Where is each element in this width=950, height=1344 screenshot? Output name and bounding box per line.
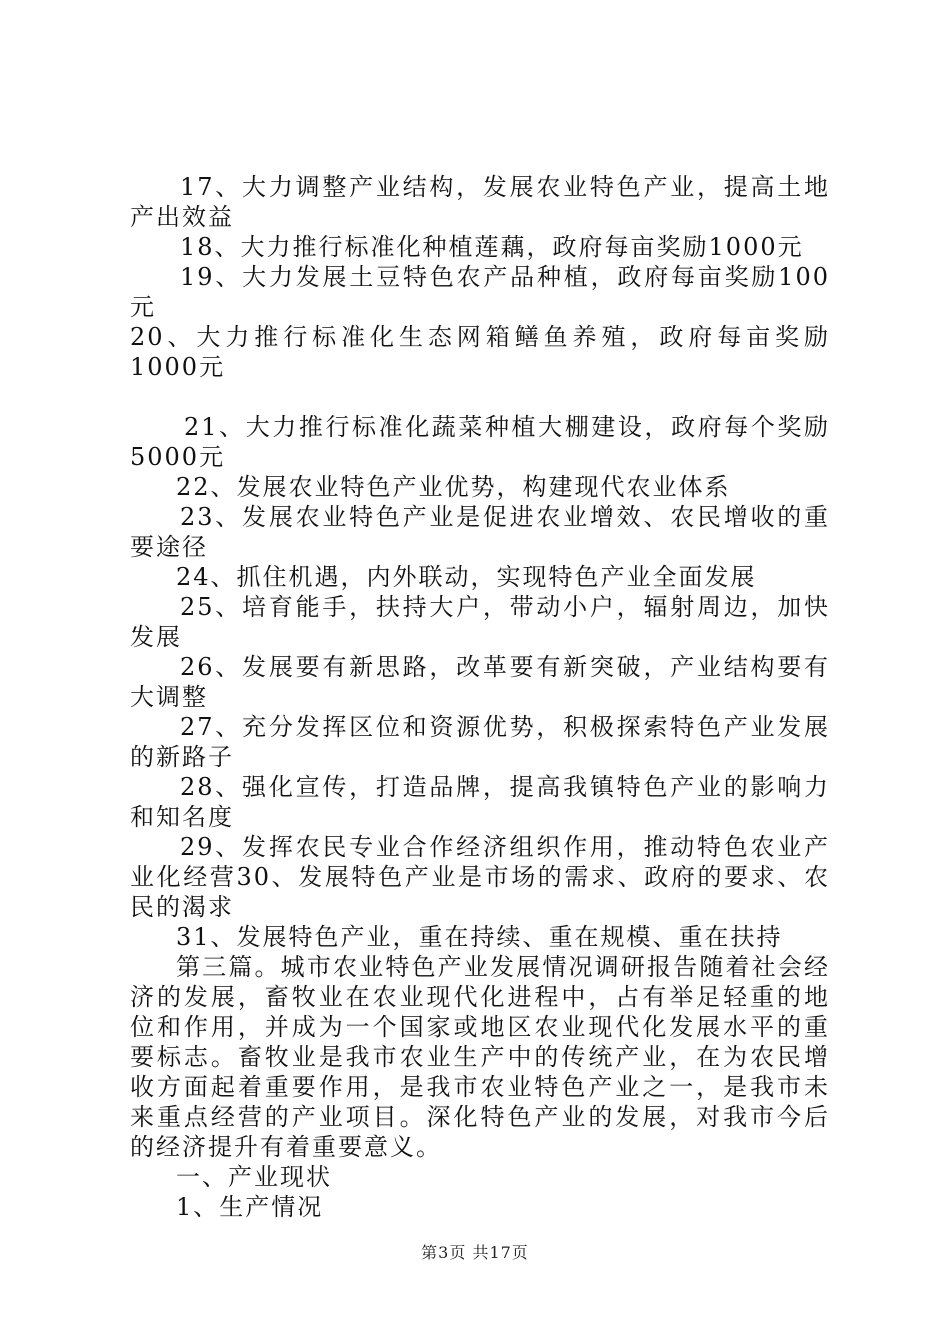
paragraph-27: 27、充分发挥区位和资源优势，积极探索特色产业发展的新路子	[130, 713, 830, 771]
heading-production: 1、生产情况	[176, 1193, 324, 1221]
paragraph-24: 24、抓住机遇，内外联动，实现特色产业全面发展	[176, 563, 757, 591]
paragraph-31: 31、发展特色产业，重在持续、重在规模、重在扶持	[176, 923, 783, 951]
paragraph-20: 20、大力推行标准化生态网箱鳝鱼养殖，政府每亩奖励1000元	[130, 323, 830, 381]
paragraph-19: 19、大力发展土豆特色农产品种植，政府每亩奖励100元	[130, 263, 830, 321]
heading-industry-status: 一、产业现状	[176, 1163, 332, 1191]
paragraph-21: 21、大力推行标准化蔬菜种植大棚建设，政府每个奖励5000元	[130, 413, 830, 471]
paragraph-23: 23、发展农业特色产业是促进农业增效、农民增收的重要途径	[130, 503, 830, 561]
page-number-label: 第3页 共17页	[421, 1243, 529, 1262]
paragraph-18: 18、大力推行标准化种植莲藕，政府每亩奖励1000元	[180, 233, 804, 261]
paragraph-22: 22、发展农业特色产业优势，构建现代农业体系	[176, 473, 731, 501]
paragraph-17: 17、大力调整产业结构，发展农业特色产业，提高土地产出效益	[130, 173, 830, 231]
paragraph-part-three: 第三篇。城市农业特色产业发展情况调研报告随着社会经济的发展，畜牧业在农业现代化进程中，占有举足轻重的地位和作用，并成为一个国家或地区农业现代化发展水平的重要标志。畜牧业是我市农业生产中的传统产业，在为农民增收方面起着重要作用，是我市农业特色产业之一，是我市未来重点经营的产业项目。深化特色产业的发展，对我市今后的经济提升有着重要意义。	[130, 953, 830, 1161]
paragraph-26: 26、发展要有新思路，改革要有新突破，产业结构要有大调整	[130, 653, 830, 711]
document-page	[130, 172, 830, 1222]
paragraph-28: 28、强化宣传，打造品牌，提高我镇特色产业的影响力和知名度	[130, 773, 830, 831]
paragraph-29-30: 29、发挥农民专业合作经济组织作用，推动特色农业产业化经营30、发展特色产业是市场的需求、政府的要求、农民的渴求	[130, 833, 830, 921]
page-footer	[0, 1240, 950, 1263]
paragraph-gap	[130, 382, 830, 412]
paragraph-25: 25、培育能手，扶持大户，带动小户，辐射周边，加快发展	[130, 593, 830, 651]
